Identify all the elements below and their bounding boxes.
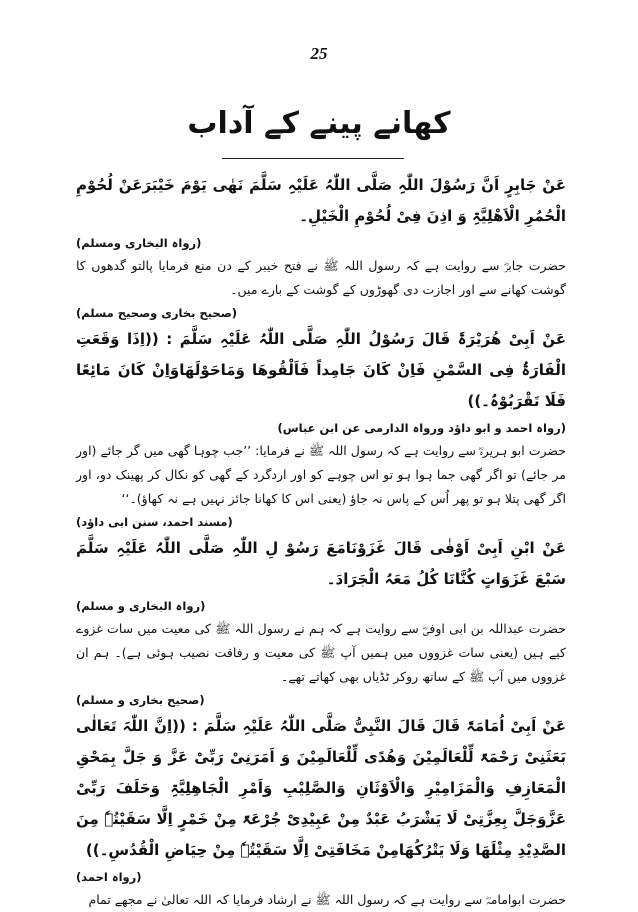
reference-3: (رواہ احمد و ابو داؤد ورواہ الدارمی عن ابن عباس) [277, 421, 566, 435]
hadith-arabic-1: عَنْ جَابِرٍ اَنَّ رَسُوْلَ اللّٰہِ صَلَّی اللّٰہُ عَلَیْہِ سَلَّمَ نَھٰی یَوْمَ خَیْبَرَعَنْ لُحُوْمِ الْحُمُرِ الْاَھْلِیَّۃِ وَ اذِنَ فِیْ لُحُوْمِ الْخَیْلِ۔ [76, 176, 566, 225]
hadith-arabic-4: عَنْ اَبِیْ اُمَامَۃَ قَالَ قَالَ النَّبِیُّ صَلَّی اللّٰہُ عَلَیْہِ سَلَّمَ : ((اِنَّ اللّٰہَ تَعَالٰی بَعَثَنِیْ رَحْمَۃً لِّلْعَالَمِیْنَ وَھُدًی لِّلْعَالَمِیْنَ وَ اَمَرَنِیْ رَبِّیْ عَزَّ وَ جَلَّ بِمَحْقِ الْمَعَازِفِ وَالْمَزَامِیْرِ وَالْاَوْثَانِ وَالصَّلِیْبِ وَاَمْرِ الْجَاھِلِیَّۃِ وَحَلَفَ رَبِّیْ عَزَّوَجَلَّ بِعِزَّتِیْ لَا یَشْرَبُ عَبْدٌ مِنْ عَبِیْدِیْ جُرْعَۃً مِنْ خَمْرٍ اِلَّا سَقَیْتُہٗ مِنَ الصَّدِیْدِ مِثْلَھَا وَلَا یَتْرُکُھَامِنْ مَخَافَتِیْ اِلَّا سَقَیْتُہٗ مِنْ حِیَاضِ الْقُدُسِ۔)) [76, 717, 566, 859]
reference-5: (رواہ البخاری و مسلم) [76, 599, 206, 613]
page-number: 25 [310, 44, 328, 63]
reference-4: (مسند احمد، سنن ابی داؤد) [76, 515, 233, 529]
translation-urdu-4: حضرت ابوامامہؓ سے روایت ہے کہ رسول اللہ ﷺ نے ارشاد فرمایا کہ اللہ تعالیٰ نے مجھے تمام [88, 892, 566, 907]
translation-urdu-1: حضرت جابرؓ سے روایت ہے کہ رسول اللہ ﷺ نے فتح خیبر کے دن منع فرمایا پالتو گدھوں کا گوشت کھانے سے اور اجازت دی گھوڑوں کے گوشت کے بارے میں۔ [76, 258, 566, 297]
hadith-arabic-3: عَنْ ابْنِ اَبِیْ اَوْفٰی قَالَ غَزَوْنَامَعَ رَسُوْ لِ اللّٰہِ صَلَّی اللّٰہُ عَلَیْہِ سَلَّمَ سَبْعَ غَزَوَاتٍ کُنَّانَا کُلُ مَعَہُ الْجَرَادَ۔ [76, 539, 566, 588]
title-underline [222, 158, 404, 159]
translation-urdu-3: حضرت عبداللہ بن ابی اوفیؓ سے روایت ہے کہ ہم نے رسول اللہ ﷺ کی معیت میں سات غزوے کیے ہیں (یعنی سات غزووں میں ہمیں آپ ﷺ کی معیت و رفاقت نصیب ہوئی ہے)۔ ہم ان غزووں میں آپ ﷺ کے ساتھ روکر ٹڈیاں بھی کھاتے تھے۔ [76, 621, 566, 684]
reference-6: (صحیح بخاری و مسلم) [76, 693, 205, 707]
translation-urdu-2: حضرت ابو ہریرہؓ سے روایت ہے کہ رسول اللہ ﷺ نے فرمایا: ’’جب چوہا گھی میں گر جائے (اور مر جائے) تو اگر گھی جما ہوا ہو تو اس چوہے کو اور اردگرد کے گھی کو نکال کر پھینک دو، اور اگر گھی پتلا ہو تو پھر اُس کے پاس نہ جاؤ (یعنی اس کا کھانا جائز نہیں ہے نہ کھاؤ)۔‘‘ [76, 443, 566, 506]
reference-2: (صحیح بخاری وصحیح مسلم) [76, 306, 238, 320]
reference-1: (رواہ البخاری ومسلم) [76, 236, 202, 250]
document-body [76, 170, 566, 912]
page-title: کھانے پینے کے آداب [187, 106, 451, 141]
hadith-arabic-2: عَنْ اَبِیْ ھُرَیْرَۃَ قَالَ رَسُوْلُ اللّٰہِ صَلَّی اللّٰہُ عَلَیْہِ سَلَّمَ : ((اِذَا وَقَعَتِ الْفَارَۃُ فِی السَّمْنِ فَاِنْ کَانَ جَامِداً فَاَلْقُوھَا وَمَاحَوْلَھَاوَاِنْ کَانَ مَائِعًا فَلَا تَقْرَبُوْہُ۔)) [76, 330, 566, 410]
reference-7: (رواہ احمد) [76, 870, 142, 884]
